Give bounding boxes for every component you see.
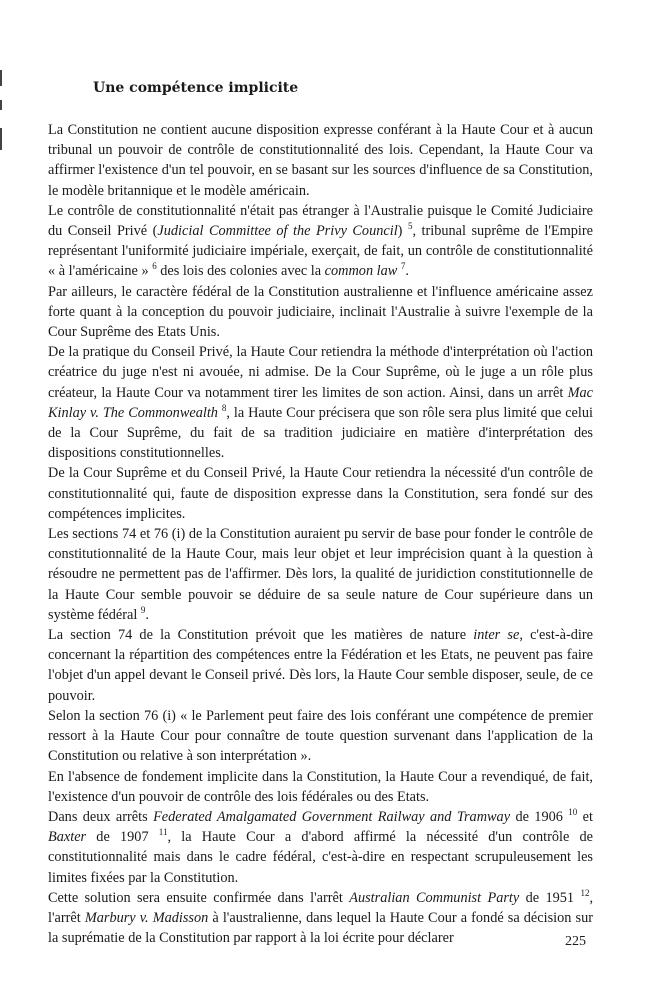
paragraph [48, 201, 593, 282]
paragraph-text: et [577, 808, 593, 825]
footnote-ref: 8 [221, 403, 227, 414]
footnote-ref: 7 [400, 261, 406, 272]
paragraph [48, 524, 593, 625]
paragraph [48, 463, 593, 524]
paragraph-text: , la Haute Cour précisera que son rôle sera plus limité que celui de la Cour Suprême, du fait de sa tradition judiciaire en matière d'interprétation des dispositions constitutionnelles. [48, 404, 593, 462]
paragraph [48, 120, 593, 201]
scan-edge-marks [0, 0, 4, 1000]
paragraph [48, 888, 593, 949]
paragraph-text: ) [397, 223, 408, 240]
paragraph-text: Le contrôle de constitutionnalité n'était pas étranger à l'Australie puisque le Comité Judiciaire du Conseil Privé ( [48, 202, 593, 240]
paragraph [48, 282, 593, 343]
paragraph-text: En l'absence de fondement implicite dans la Constitution, la Haute Cour a revendiqué, de fait, l'existence d'un pouvoir de contrôle des lois fédérales ou des Etats. [48, 768, 593, 805]
italic-text: Marbury v. Madisson [84, 909, 209, 926]
footnote-ref: 6 [152, 261, 157, 272]
paragraph-text: Par ailleurs, le caractère fédéral de la Constitution australienne et l'influence américaine assez forte quant à la conception du pouvoir judiciaire, inclinait l'Australie à suivre l'exemple de la Cour Suprême des Etats Unis. [48, 283, 593, 341]
italic-text: Judicial Committee of the Privy Council [157, 223, 398, 240]
paragraph-text: Cette solution sera ensuite confirmée dans l'arrêt [48, 889, 350, 906]
paragraph-text: des lois des colonies avec la [156, 263, 325, 280]
body-text [48, 120, 593, 948]
paragraph [48, 625, 593, 706]
paragraph-text: de 1906 [510, 808, 569, 825]
paragraph-text: La section 74 de la Constitution prévoit que les matières de nature [48, 627, 474, 644]
page-number: 225 [565, 934, 586, 949]
footnote-ref: 5 [407, 221, 413, 232]
italic-text: Baxter [48, 829, 87, 846]
footnote-ref: 12 [580, 887, 590, 898]
paragraph-text: Dans deux arrêts [48, 808, 154, 825]
paragraph-text: De la pratique du Conseil Privé, la Haute Cour retiendra la méthode d'interprétation où l'action créatrice du juge n'est ni avouée, ni admise. De la Cour Suprême, où le juge a un rôle plus créateur, la Haute Cour va notamment tirer les limites de son action. Ainsi, dans un arrêt [48, 344, 593, 401]
footnote-ref: 11 [158, 827, 168, 838]
paragraph [48, 342, 593, 463]
paragraph-text: , l'arrêt [48, 889, 594, 926]
paragraph-text: de 1907 [86, 829, 159, 846]
paragraph-text: , la Haute Cour a d'abord affirmé la nécessité d'un contrôle de constitutionnalité mais dans le cadre fédéral, c'est-à-dire en respectant scrupuleusement les limites fixées par la Constitution. [48, 829, 593, 886]
paragraph-text: Selon la section 76 (i) « le Parlement peut faire des lois conférant une compétence de premier ressort à la Haute Cour pour connaître de toute question survenant dans l'application de la Constitution ou relative à son interprétation ». [48, 707, 593, 765]
paragraph-text: . [405, 263, 409, 280]
paragraph-text: de 1951 [519, 889, 581, 906]
footnote-ref: 9 [140, 605, 146, 616]
paragraph [48, 807, 593, 888]
italic-text: Australian Communist Party [349, 889, 520, 906]
footnote-ref: 10 [568, 807, 578, 818]
scan-mark [0, 70, 2, 86]
paragraph-text: . [145, 606, 149, 623]
paragraph [48, 706, 593, 767]
paragraph-text: La Constitution ne contient aucune disposition expresse conférant à la Haute Cour et à aucun tribunal un pouvoir de contrôle de constitutionnalité des lois. Cependant, la Haute Cour va affirmer l'existence d'un tel pouvoir, en se basant sur les sources d'influence de sa Constitution, le modèle britannique et le modèle américain. [48, 122, 593, 199]
paragraph-text: , c'est-à-dire concernant la répartition des compétences entre la Fédération et les Etats, ne peuvent pas faire l'objet d'un appel devant le Conseil privé. Dès lors, la Haute Cour semble disposer, seule, de ce pouvoir. [48, 627, 593, 704]
paragraph-text: Les sections 74 et 76 (i) de la Constitution auraient pu servir de base pour fonder le contrôle de constitutionnalité de la Haute Cour, mais leur objet et leur imprécision quant à la question à résoudre ne permettent pas de l'affirmer. Dès lors, la qualité de juridiction constitutionnelle de la Haute Cour semble pouvoir se déduire de sa seule nature de Cour supérieure dans un système fédéral [48, 526, 593, 623]
paragraph-text: De la Cour Suprême et du Conseil Privé, la Haute Cour retiendra la nécessité d'un contrôle de constitutionnalité qui, faute de disposition expresse dans la Constitution, sera fondé sur des compétences implicites. [48, 465, 593, 522]
italic-text: Federated Amalgamated Government Railway and Tramway [153, 808, 511, 825]
section-title: Une compétence implicite [93, 80, 299, 96]
scan-mark [0, 128, 2, 150]
italic-text: common law [324, 263, 398, 280]
paragraph-text: , tribunal suprême de l'Empire représentant l'uniformité judiciaire impériale, exerçait, de fait, un contrôle de constitutionnalité « à l'américaine » [48, 223, 593, 280]
paragraph-text: à l'australienne, dans lequel la Haute Cour a fondé sa décision sur la suprématie de la Constitution par rapport à la loi écrite pour déclarer [48, 909, 593, 947]
scan-mark [0, 100, 2, 110]
paragraph [48, 767, 593, 807]
italic-text: inter se [473, 627, 520, 644]
italic-text: Mac Kinlay v. The Commonwealth [48, 384, 593, 421]
